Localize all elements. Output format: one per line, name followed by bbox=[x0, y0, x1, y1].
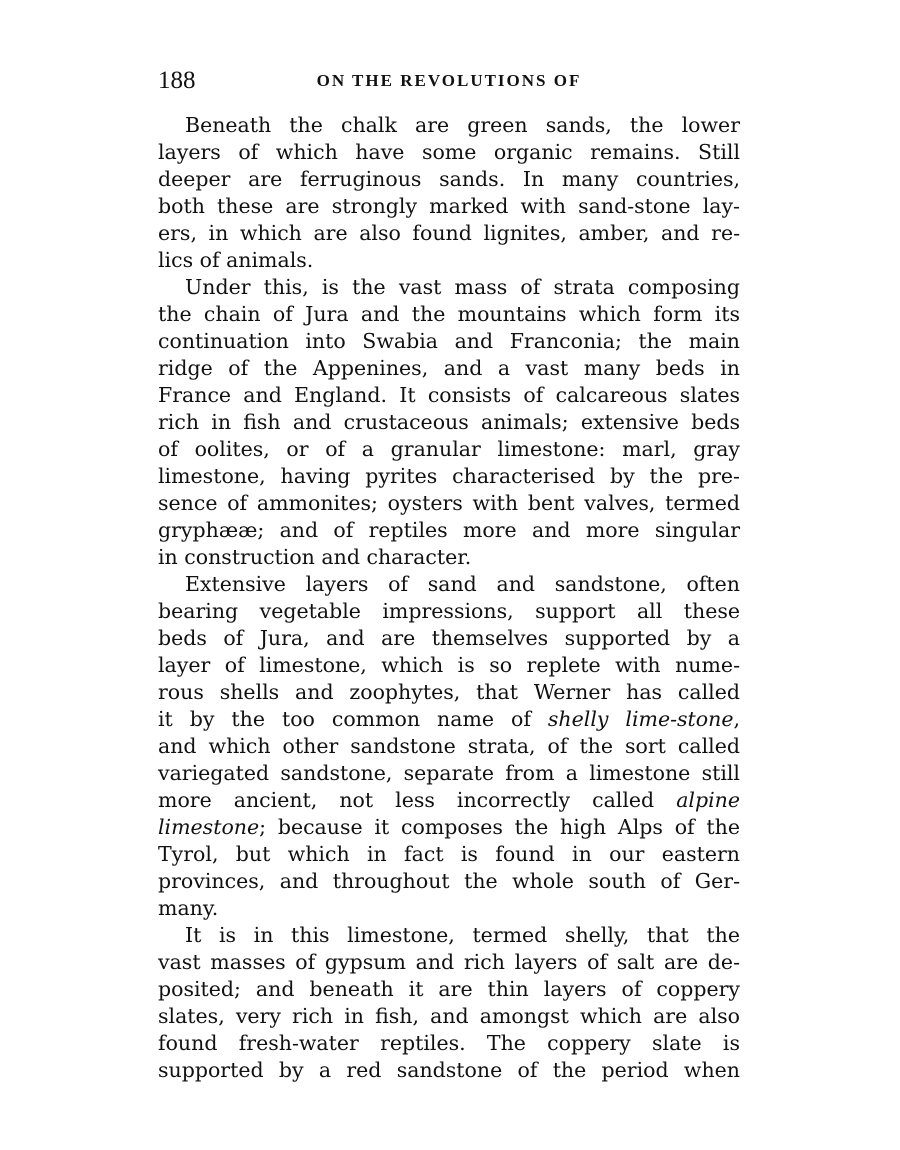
text-line: in construction and character. bbox=[158, 545, 472, 569]
text-line: France and England. It consists of calcareous slates bbox=[158, 383, 740, 407]
text-line: limestone, having pyrites characterised by the pre- bbox=[158, 464, 740, 488]
text-line: vast masses of gypsum and rich layers of salt are de- bbox=[158, 950, 740, 974]
text-line: the chain of Jura and the mountains which form its bbox=[158, 302, 740, 326]
text-line: many. bbox=[158, 896, 219, 920]
page-header bbox=[158, 66, 740, 96]
text-line: found fresh-water reptiles. The coppery slate is bbox=[158, 1031, 740, 1055]
text-line: limestone; because it composes the high Alps of the bbox=[158, 815, 740, 839]
text-line: it by the too common name of shelly lime-stone, bbox=[158, 707, 740, 731]
text-line: rich in fish and crustaceous animals; extensive beds bbox=[158, 410, 740, 434]
paragraph bbox=[158, 112, 740, 274]
text-line: Under this, is the vast mass of strata composing bbox=[185, 275, 740, 299]
text-line: variegated sandstone, separate from a limestone still bbox=[158, 761, 740, 785]
text-line: lics of animals. bbox=[158, 248, 314, 272]
text-line: It is in this limestone, termed shelly, that the bbox=[185, 923, 740, 947]
text-line: both these are strongly marked with sand-stone lay- bbox=[158, 194, 740, 218]
text-line: bearing vegetable impressions, support all these bbox=[158, 599, 740, 623]
text-line: continuation into Swabia and Franconia; the main bbox=[158, 329, 740, 353]
text-line: Beneath the chalk are green sands, the lower bbox=[185, 113, 740, 137]
text-line: layer of limestone, which is so replete with nume- bbox=[158, 653, 740, 677]
text-line: gryphææ; and of reptiles more and more singular bbox=[158, 518, 740, 542]
text-line: ers, in which are also found lignites, amber, and re- bbox=[158, 221, 740, 245]
text-line: ridge of the Appenines, and a vast many beds in bbox=[158, 356, 740, 380]
text-line: Extensive layers of sand and sandstone, often bbox=[185, 572, 740, 596]
text-line: layers of which have some organic remains. Still bbox=[158, 140, 740, 164]
text-line: supported by a red sandstone of the period when bbox=[158, 1058, 740, 1082]
italic-term: shelly lime-stone bbox=[547, 707, 734, 731]
text-line: deeper are ferruginous sands. In many countries, bbox=[158, 167, 740, 191]
italic-term: limestone bbox=[158, 815, 260, 839]
text-line: of oolites, or of a granular limestone: marl, gray bbox=[158, 437, 740, 461]
paragraph bbox=[158, 922, 740, 1084]
paragraph bbox=[158, 571, 740, 922]
text-line: and which other sandstone strata, of the sort called bbox=[158, 734, 740, 758]
text-line: slates, very rich in fish, and amongst which are also bbox=[158, 1004, 740, 1028]
text-line: sence of ammonites; oysters with bent valves, termed bbox=[158, 491, 740, 515]
italic-term: alpine bbox=[676, 788, 740, 812]
running-head: ON THE REVOLUTIONS OF bbox=[316, 71, 582, 90]
text-line: Tyrol, but which in fact is found in our eastern bbox=[158, 842, 740, 866]
text-line: rous shells and zoophytes, that Werner has called bbox=[158, 680, 740, 704]
body-text bbox=[158, 112, 740, 1084]
text-line: provinces, and throughout the whole south of Ger- bbox=[158, 869, 740, 893]
page-number: 188 bbox=[158, 67, 196, 94]
text-line: beds of Jura, and are themselves supported by a bbox=[158, 626, 740, 650]
text-line: posited; and beneath it are thin layers of coppery bbox=[158, 977, 740, 1001]
text-line: more ancient, not less incorrectly called alpine bbox=[158, 788, 740, 812]
paragraph bbox=[158, 274, 740, 571]
